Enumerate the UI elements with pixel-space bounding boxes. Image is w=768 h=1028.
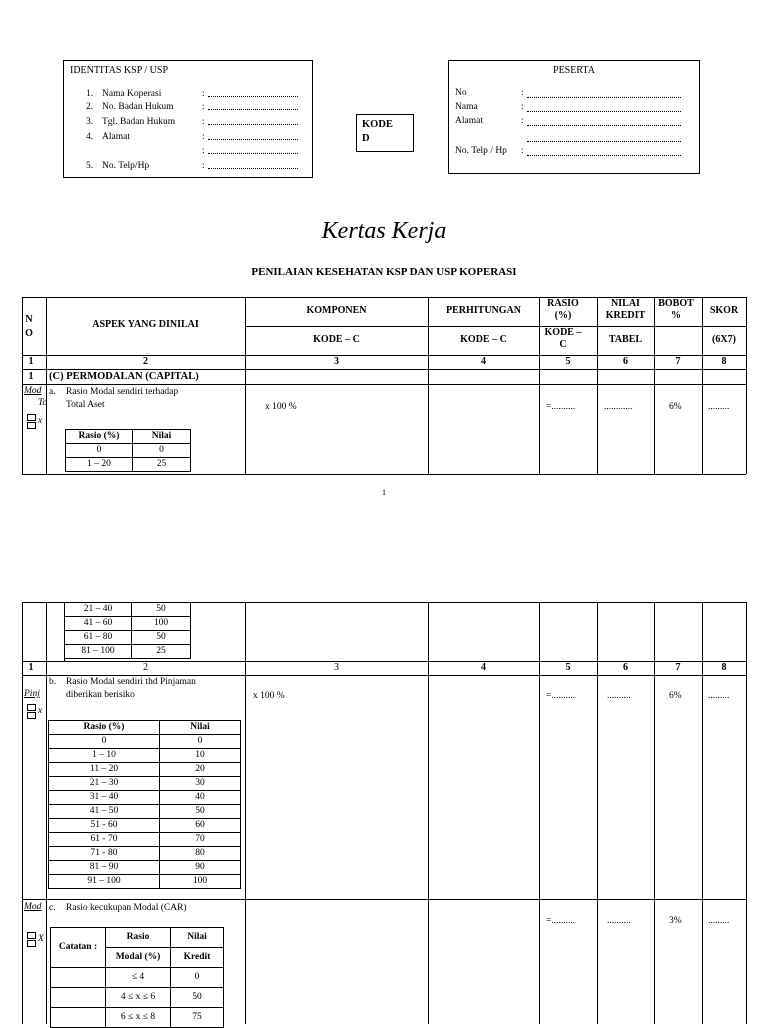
header-aspek: ASPEK YANG DINILAI xyxy=(92,319,199,330)
row-c-text: Rasio kecukupan Modal (CAR) xyxy=(66,903,187,913)
table-row: ≤ 4 0 xyxy=(51,968,224,988)
table-row: 81 – 100 25 xyxy=(65,645,191,659)
table-row: 21 – 40 50 xyxy=(65,603,191,617)
side-fragment: Mod xyxy=(24,902,42,912)
header-no: N O xyxy=(25,314,33,339)
page-title: Kertas Kerja xyxy=(321,218,447,244)
fraction-icon xyxy=(27,704,36,711)
col-number: 7 xyxy=(675,356,681,367)
col-number: 5 xyxy=(565,662,571,673)
peserta-item-alamat: Alamat xyxy=(455,116,483,126)
table-row: Modal (%) Kredit xyxy=(51,948,224,968)
side-fragment: x xyxy=(38,706,43,716)
col-number: 8 xyxy=(721,356,727,367)
kode-label: KODE xyxy=(362,119,393,130)
col-number: 2 xyxy=(143,662,148,673)
header-nilai-kredit: NILAI KREDIT xyxy=(605,298,646,321)
fraction-icon xyxy=(27,712,36,719)
identity-item-4b: : xyxy=(64,145,312,157)
side-fragment: Mod xyxy=(24,386,42,396)
header-perhitungan: PERHITUNGAN xyxy=(445,305,521,316)
row-a-rasio[interactable]: =.......... xyxy=(546,402,576,412)
peserta-item-telp: No. Telp / Hp xyxy=(455,146,507,156)
row-a-skor[interactable]: ......... xyxy=(708,402,730,412)
table-row: 0 0 xyxy=(49,735,241,749)
row-a-letter: a. xyxy=(49,387,56,397)
identity-field-4[interactable] xyxy=(208,139,298,140)
col-number: 7 xyxy=(675,662,681,673)
row-c-bobot: 3% xyxy=(669,916,682,926)
col-number: 1 xyxy=(28,662,34,673)
row-b-bobot: 6% xyxy=(669,691,682,701)
row-b-text: Rasio Modal sendiri thd Pinjaman xyxy=(66,677,196,687)
table-row: 1 – 10 10 xyxy=(49,749,241,763)
peserta-title: PESERTA xyxy=(553,65,595,76)
table-a-part2 xyxy=(64,602,191,659)
header-skor-sub: (6X7) xyxy=(712,334,736,345)
row-a-text: Total Aset xyxy=(66,400,105,410)
side-fragment: To xyxy=(38,398,48,408)
side-fragment: Pinj xyxy=(24,689,40,699)
fraction-icon xyxy=(27,940,36,947)
side-fragment: X xyxy=(38,934,44,944)
fraction-icon xyxy=(27,414,36,421)
col-number: 6 xyxy=(623,356,628,367)
col-number: 4 xyxy=(481,356,486,367)
row-b-komponen: x 100 % xyxy=(253,691,285,701)
section-title: (C) PERMODALAN (CAPITAL) xyxy=(49,371,199,382)
identity-field-4b[interactable] xyxy=(208,153,298,154)
identity-item-2: 2. No. Badan Hukum : xyxy=(64,101,312,113)
table-row: 91 – 100 100 xyxy=(49,875,241,889)
table-row: 71 - 80 80 xyxy=(49,847,241,861)
row-b-letter: b. xyxy=(49,677,57,687)
row-c-skor[interactable]: ......... xyxy=(708,916,730,926)
table-a-part1 xyxy=(65,429,191,472)
table-row: 61 – 80 50 xyxy=(65,631,191,645)
col-number: 1 xyxy=(28,356,34,367)
row-b-rasio[interactable]: =.......... xyxy=(546,691,576,701)
table-row: Rasio (%) Nilai xyxy=(66,430,191,444)
peserta-field-telp[interactable] xyxy=(527,155,681,156)
table-row: 41 – 60 100 xyxy=(65,617,191,631)
row-a-komponen: x 100 % xyxy=(265,402,297,412)
peserta-item-no: No xyxy=(455,88,467,98)
section-number: 1 xyxy=(28,371,34,382)
row-c-rasio[interactable]: =.......... xyxy=(546,916,576,926)
header-kode-c-3: KODE – C xyxy=(544,327,582,350)
table-row: 1 – 20 25 xyxy=(66,458,191,472)
identity-item-4: 4. Alamat : xyxy=(64,131,312,143)
identity-box xyxy=(63,60,313,178)
identity-field-3[interactable] xyxy=(208,124,298,125)
peserta-field-nama[interactable] xyxy=(527,111,681,112)
header-bobot: BOBOT % xyxy=(658,298,694,321)
col-number: 3 xyxy=(334,662,339,673)
identity-item-3: 3. Tgl. Badan Hukum : xyxy=(64,116,312,128)
table-row: 4 ≤ x ≤ 6 50 xyxy=(51,988,224,1008)
header-skor: SKOR xyxy=(709,305,739,316)
table-row: 61 - 70 70 xyxy=(49,833,241,847)
row-b-text: diberikan berisiko xyxy=(66,690,135,700)
row-b-skor[interactable]: ......... xyxy=(708,691,730,701)
col-number: 2 xyxy=(143,356,148,367)
fraction-icon xyxy=(27,932,36,939)
table-row: 6 ≤ x ≤ 8 75 xyxy=(51,1008,224,1028)
peserta-field-no[interactable] xyxy=(527,97,681,98)
table-row: 0 0 xyxy=(66,444,191,458)
table-row: 51 - 60 60 xyxy=(49,819,241,833)
kode-value: D xyxy=(362,133,370,144)
peserta-item-nama: Nama xyxy=(455,102,478,112)
identity-item-5: 5. No. Telp/Hp : xyxy=(64,160,312,172)
page-number: 1 xyxy=(382,488,386,497)
side-fragment: x xyxy=(38,416,43,426)
identity-title: IDENTITAS KSP / USP xyxy=(70,65,169,76)
identity-field-5[interactable] xyxy=(208,168,298,169)
table-row: 41 – 50 50 xyxy=(49,805,241,819)
header-kode-c-1: KODE – C xyxy=(313,334,360,345)
table-b xyxy=(48,720,241,889)
identity-field-2[interactable] xyxy=(208,109,298,110)
row-a-nilai[interactable]: ............ xyxy=(604,402,633,412)
header-komponen: KOMPONEN xyxy=(306,305,367,316)
identity-field-1[interactable] xyxy=(208,96,298,97)
row-c-nilai[interactable]: .......... xyxy=(607,916,631,926)
table-row: 21 – 30 30 xyxy=(49,777,241,791)
table-row: 11 – 20 20 xyxy=(49,763,241,777)
peserta-field-alamat-2[interactable] xyxy=(527,141,681,142)
col-number: 3 xyxy=(334,356,339,367)
col-number: 4 xyxy=(481,662,486,673)
header-kode-c-2: KODE – C xyxy=(460,334,507,345)
page-subtitle: PENILAIAN KESEHATAN KSP DAN USP KOPERASI xyxy=(251,266,517,278)
col-number: 5 xyxy=(565,356,571,367)
kode-box xyxy=(356,114,414,152)
header-tabel: TABEL xyxy=(608,334,643,345)
peserta-field-alamat[interactable] xyxy=(527,125,681,126)
identity-item-1: 1. Nama Koperasi : xyxy=(64,88,312,100)
fraction-icon xyxy=(27,422,36,429)
peserta-box: PESERTA No Nama Alamat No. Telp / Hp : : : : xyxy=(448,60,700,174)
table-row: Rasio (%) Nilai xyxy=(49,721,241,735)
table-row: Catatan : Rasio Nilai xyxy=(51,928,224,948)
header-rasio: RASIO (%) xyxy=(547,298,579,321)
row-c-letter: c. xyxy=(49,903,56,913)
row-a-text: Rasio Modal sendiri terhadap xyxy=(66,387,179,397)
col-number: 6 xyxy=(623,662,628,673)
table-c xyxy=(50,927,224,1028)
table-row: 31 – 40 40 xyxy=(49,791,241,805)
row-b-nilai[interactable]: .......... xyxy=(607,691,631,701)
table-row: 81 – 90 90 xyxy=(49,861,241,875)
col-number: 8 xyxy=(721,662,727,673)
row-a-bobot: 6% xyxy=(669,402,682,412)
